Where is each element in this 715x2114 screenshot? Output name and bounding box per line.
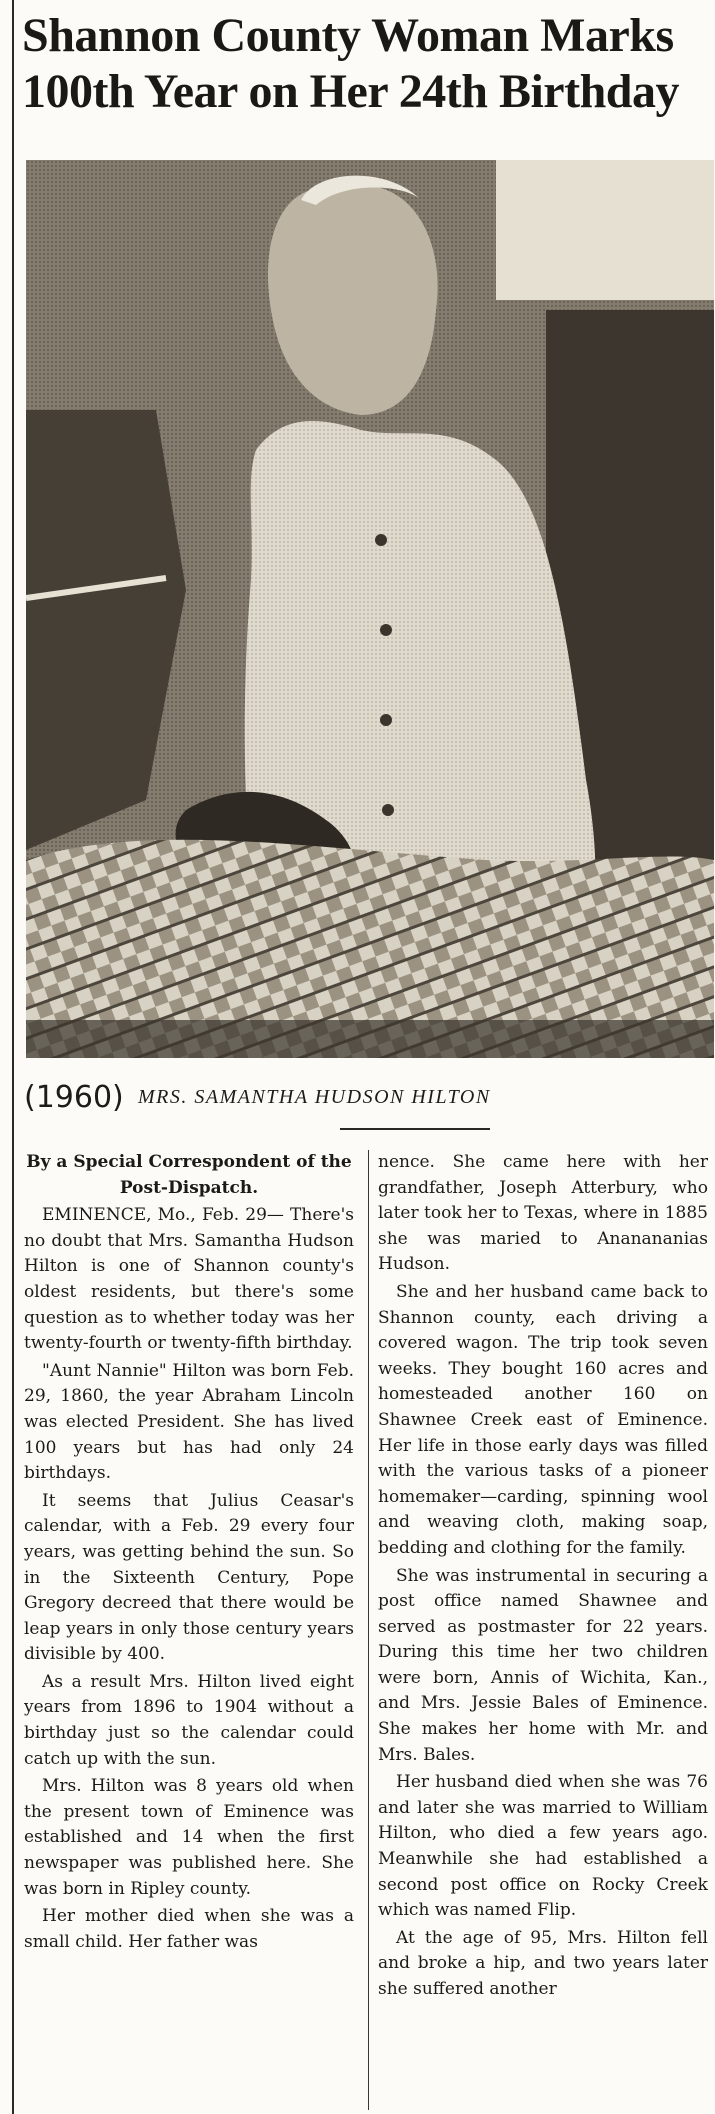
portrait-photo xyxy=(26,160,714,1058)
paragraph: As a result Mrs. Hilton lived eight years from 1896 to 1904 without a birthday just so the calendar could catch up with the sun. xyxy=(24,1671,354,1769)
paragraph: She was instrumental in securing a post office named Shawnee and served as postmaster for 22 years. During this time her two children were born, Annis of Wichita, Kan., and Mrs. Jessie Bales of Eminence. She makes her home with Mr. and Mrs. Bales. xyxy=(378,1565,708,1765)
paragraph: It seems that Julius Ceasar's calendar, with a Feb. 29 every four years, was getting behind the sun. So in the Sixteenth Century, Pope Gregory decreed that there would be leap years in only those century years divisible by 400. xyxy=(24,1490,354,1665)
paragraph: Her mother died when she was a small child. Her father was xyxy=(24,1906,354,1952)
paragraph: EMINENCE, Mo., Feb. 29— There's no doubt that Mrs. Samantha Hudson Hilton is one of Shannon county's oldest residents, but there's some question as to whether today was her twenty-fourth or twenty-fifth birthday. xyxy=(24,1205,354,1354)
caption-rule xyxy=(340,1128,490,1130)
column-divider xyxy=(368,1150,369,2110)
paragraph: At the age of 95, Mrs. Hilton fell and broke a hip, and two years later she suffered another xyxy=(378,1927,708,1999)
article-column-right xyxy=(378,1150,708,2110)
headline-line-1: Shannon County Woman Marks xyxy=(22,9,674,62)
headline xyxy=(22,8,712,120)
clipping-edge-rule xyxy=(12,0,14,2114)
paragraph: nence. She came here with her grandfather, Joseph Atterbury, who later took her to Texas, where in 1885 she was maried to Ananananias Hudson. xyxy=(378,1152,708,1275)
paragraph: Her husband died when she was 76 and later she was married to William Hilton, who died a few years ago. Meanwhile she had established a second post office on Rocky Creek which was named Flip. xyxy=(378,1772,708,1921)
byline: By a Special Correspondent of the Post-Dispatch. xyxy=(26,1152,352,1198)
headline-line-2: 100th Year on Her 24th Birthday xyxy=(22,65,679,118)
paragraph: Mrs. Hilton was 8 years old when the present town of Eminence was established and 14 when the first newspaper was published here. She was born in Ripley county. xyxy=(24,1776,354,1899)
paragraph: "Aunt Nannie" Hilton was born Feb. 29, 1860, the year Abraham Lincoln was elected President. She has lived 100 years but has had only 24 birthdays. xyxy=(24,1360,354,1484)
article-column-left xyxy=(24,1150,354,2110)
handwritten-year: (1960) xyxy=(24,1080,124,1115)
paragraph: She and her husband came back to Shannon county, each driving a covered wagon. The trip took seven weeks. They bought 160 acres and homesteaded another 160 on Shawnee Creek east of Eminence. Her life in those early days was filled with the various tasks of a pioneer homemaker—carding, spinning wool and weaving cloth, making soap, bedding and clothing for the family. xyxy=(378,1281,708,1558)
photo-caption: MRS. SAMANTHA HUDSON HILTON xyxy=(138,1086,491,1108)
